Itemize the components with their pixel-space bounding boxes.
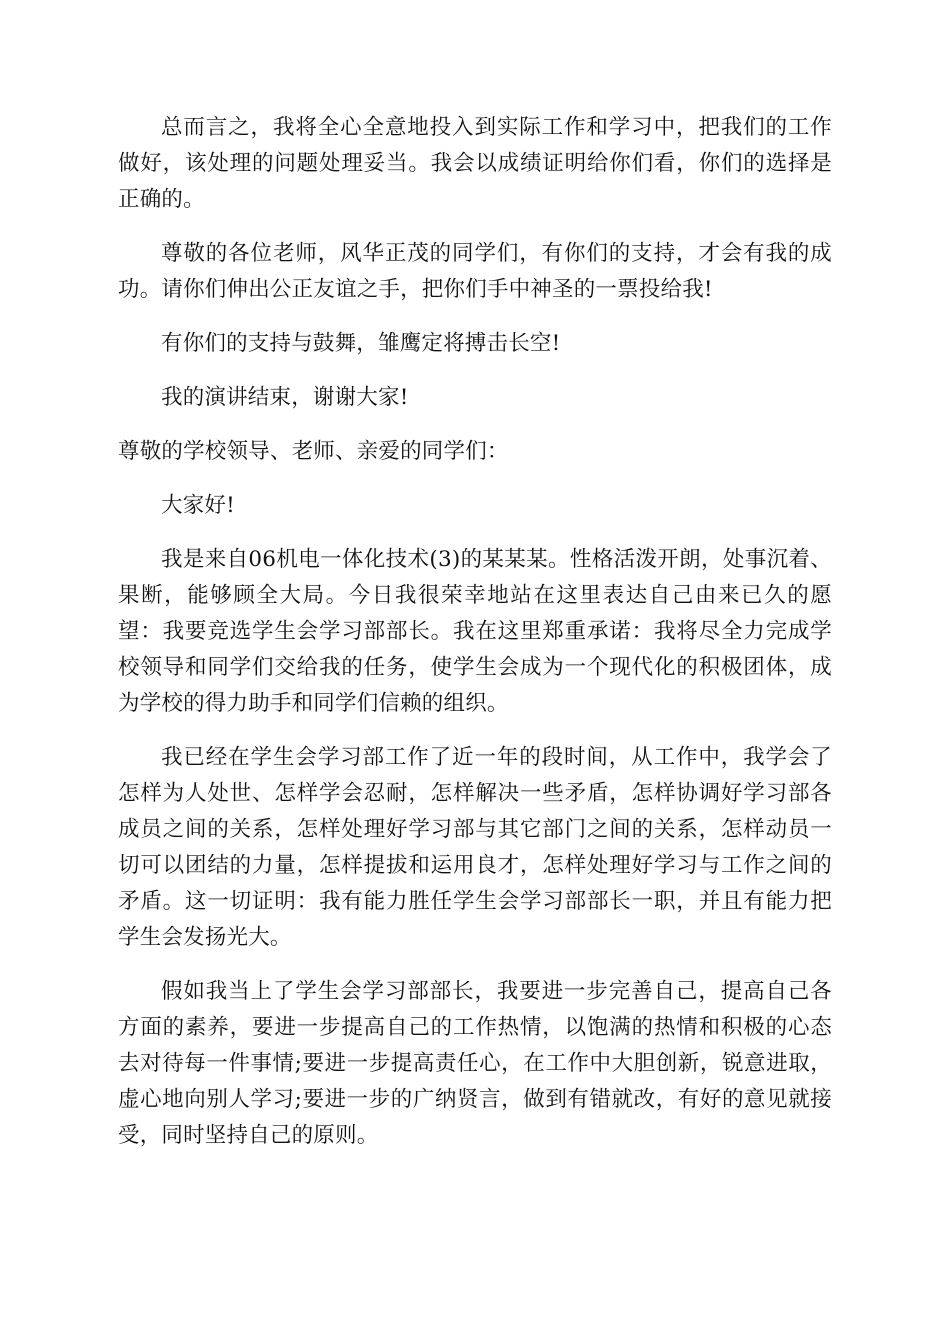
paragraph-closing: 我的演讲结束，谢谢大家! <box>161 385 409 410</box>
paragraph-plans: 假如我当上了学生会学习部部长，我要进一步完善自己，提高自己各方面的素养，要进一步提高自己的工作热情，以饱满的热情和积极的心态去对待每一件事情;要进一步提高责任心，在工作中大胆创新，锐意进取，虚心地向别人学习;要进一步的广纳贤言，做到有错就改，有好的意见就接受，同时坚持自己的原则。 <box>118 979 832 1148</box>
paragraph-experience: 我已经在学生会学习部工作了近一年的段时间，从工作中，我学会了怎样为人处世、怎样学会忍耐，怎样解决一些矛盾，怎样协调好学习部各成员之间的关系，怎样处理好学习部与其它部门之间的关系，怎样动员一切可以团结的力量，怎样提拔和运用良才，怎样处理好学习与工作之间的矛盾。这一切证明：我有能力胜任学生会学习部部长一职，并且有能力把学生会发扬光大。 <box>118 745 832 950</box>
greeting: 大家好! <box>161 493 235 518</box>
paragraph-conclusion: 总而言之，我将全心全意地投入到实际工作和学习中，把我们的工作做好，该处理的问题处理妥当。我会以成绩证明给你们看，你们的选择是正确的。 <box>118 115 832 212</box>
paragraph-introduction: 我是来自06机电一体化技术(3)的某某某。性格活泼开朗，处事沉着、果断，能够顾全大局。今日我很荣幸地站在这里表达自己由来已久的愿望：我要竞选学生会学习部部长。我在这里郑重承诺：我将尽全力完成学校领导和同学们交给我的任务，使学生会成为一个现代化的积极团体，成为学校的得力助手和同学们信赖的组织。 <box>118 547 832 716</box>
paragraph-appeal: 尊敬的各位老师，风华正茂的同学们，有你们的支持，才会有我的成功。请你们伸出公正友谊之手，把你们手中神圣的一票投给我! <box>118 241 832 302</box>
document-page <box>118 110 832 1172</box>
salutation: 尊敬的学校领导、老师、亲爱的同学们： <box>118 439 509 464</box>
paragraph-encouragement: 有你们的支持与鼓舞，雏鹰定将搏击长空! <box>161 331 561 356</box>
